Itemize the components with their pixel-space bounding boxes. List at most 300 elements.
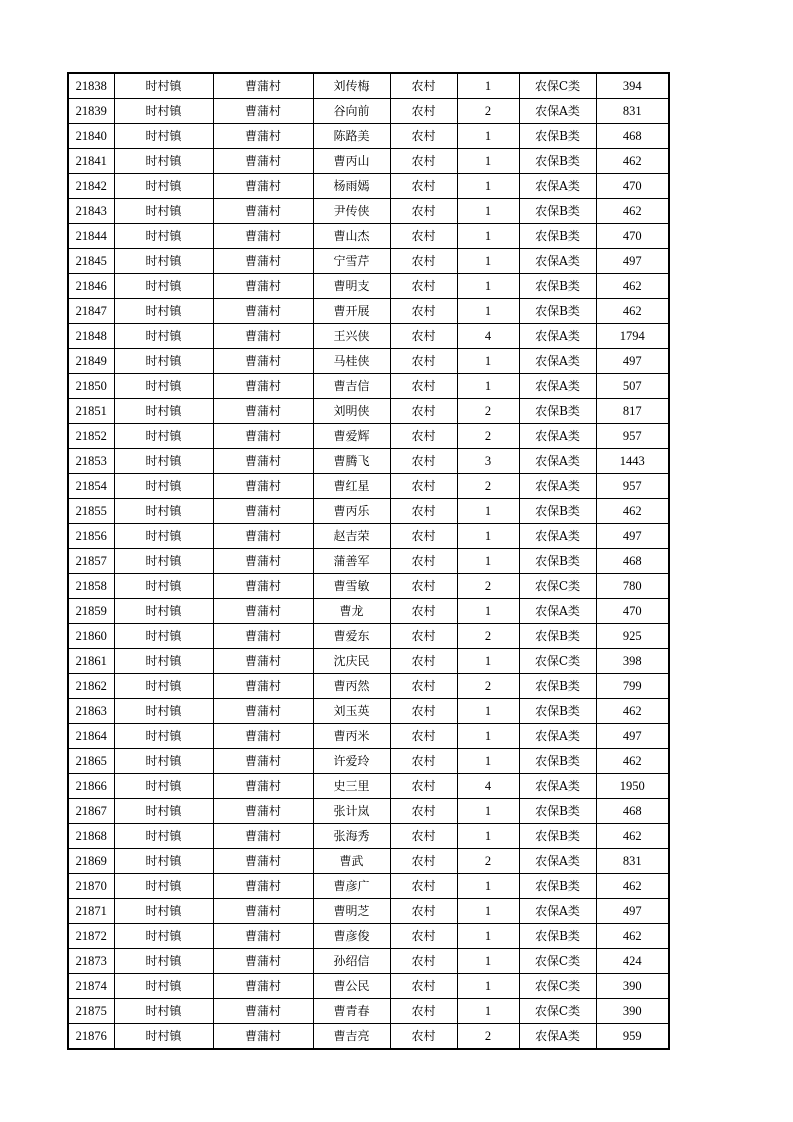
name-cell: 曹丙乐	[313, 499, 390, 524]
town-cell: 时村镇	[114, 549, 213, 574]
area-type-cell: 农村	[390, 149, 457, 174]
people-count-cell: 2	[457, 99, 519, 124]
table-row	[68, 824, 669, 849]
village-cell: 曹蒲村	[213, 849, 313, 874]
area-type-cell: 农村	[390, 299, 457, 324]
amount-cell: 462	[596, 924, 669, 949]
row-id-cell: 21851	[68, 399, 114, 424]
row-id-cell: 21865	[68, 749, 114, 774]
insurance-type-cell: 农保C类	[519, 974, 596, 999]
table-row	[68, 624, 669, 649]
town-cell: 时村镇	[114, 1024, 213, 1050]
town-cell: 时村镇	[114, 999, 213, 1024]
amount-cell: 470	[596, 599, 669, 624]
village-cell: 曹蒲村	[213, 424, 313, 449]
area-type-cell: 农村	[390, 374, 457, 399]
row-id-cell: 21849	[68, 349, 114, 374]
insurance-type-cell: 农保A类	[519, 774, 596, 799]
town-cell: 时村镇	[114, 649, 213, 674]
row-id-cell: 21840	[68, 124, 114, 149]
area-type-cell: 农村	[390, 424, 457, 449]
town-cell: 时村镇	[114, 99, 213, 124]
insurance-type-cell: 农保C类	[519, 73, 596, 99]
village-cell: 曹蒲村	[213, 949, 313, 974]
amount-cell: 390	[596, 999, 669, 1024]
amount-cell: 1950	[596, 774, 669, 799]
insurance-type-cell: 农保A类	[519, 374, 596, 399]
name-cell: 孙绍信	[313, 949, 390, 974]
name-cell: 许爱玲	[313, 749, 390, 774]
table-row	[68, 574, 669, 599]
village-cell: 曹蒲村	[213, 699, 313, 724]
name-cell: 曹腾飞	[313, 449, 390, 474]
area-type-cell: 农村	[390, 999, 457, 1024]
village-cell: 曹蒲村	[213, 674, 313, 699]
village-cell: 曹蒲村	[213, 599, 313, 624]
table-row	[68, 399, 669, 424]
town-cell: 时村镇	[114, 699, 213, 724]
insurance-type-cell: 农保B类	[519, 124, 596, 149]
table-row	[68, 424, 669, 449]
table-row	[68, 274, 669, 299]
row-id-cell: 21845	[68, 249, 114, 274]
name-cell: 曹雪敏	[313, 574, 390, 599]
name-cell: 沈庆民	[313, 649, 390, 674]
name-cell: 宁雪芹	[313, 249, 390, 274]
amount-cell: 957	[596, 424, 669, 449]
village-cell: 曹蒲村	[213, 749, 313, 774]
name-cell: 刘传梅	[313, 73, 390, 99]
people-count-cell: 1	[457, 124, 519, 149]
village-cell: 曹蒲村	[213, 824, 313, 849]
row-id-cell: 21847	[68, 299, 114, 324]
insurance-type-cell: 农保A类	[519, 99, 596, 124]
area-type-cell: 农村	[390, 524, 457, 549]
people-count-cell: 1	[457, 999, 519, 1024]
area-type-cell: 农村	[390, 974, 457, 999]
insurance-type-cell: 农保B类	[519, 499, 596, 524]
amount-cell: 470	[596, 174, 669, 199]
row-id-cell: 21848	[68, 324, 114, 349]
area-type-cell: 农村	[390, 824, 457, 849]
insurance-type-cell: 农保A类	[519, 349, 596, 374]
town-cell: 时村镇	[114, 449, 213, 474]
insurance-type-cell: 农保B类	[519, 624, 596, 649]
name-cell: 曹丙米	[313, 724, 390, 749]
table-row	[68, 549, 669, 574]
amount-cell: 1794	[596, 324, 669, 349]
name-cell: 刘明侠	[313, 399, 390, 424]
name-cell: 尹传侠	[313, 199, 390, 224]
area-type-cell: 农村	[390, 574, 457, 599]
area-type-cell: 农村	[390, 399, 457, 424]
table-row	[68, 249, 669, 274]
people-count-cell: 1	[457, 874, 519, 899]
insurance-type-cell: 农保B类	[519, 299, 596, 324]
people-count-cell: 4	[457, 324, 519, 349]
amount-cell: 497	[596, 724, 669, 749]
amount-cell: 497	[596, 249, 669, 274]
village-cell: 曹蒲村	[213, 474, 313, 499]
row-id-cell: 21866	[68, 774, 114, 799]
town-cell: 时村镇	[114, 674, 213, 699]
town-cell: 时村镇	[114, 124, 213, 149]
name-cell: 曹丙山	[313, 149, 390, 174]
area-type-cell: 农村	[390, 899, 457, 924]
row-id-cell: 21862	[68, 674, 114, 699]
amount-cell: 497	[596, 524, 669, 549]
people-count-cell: 1	[457, 899, 519, 924]
town-cell: 时村镇	[114, 524, 213, 549]
insurance-type-cell: 农保B类	[519, 199, 596, 224]
insurance-type-cell: 农保A类	[519, 1024, 596, 1050]
table-row	[68, 999, 669, 1024]
people-count-cell: 1	[457, 174, 519, 199]
insurance-type-cell: 农保B类	[519, 399, 596, 424]
table-row	[68, 899, 669, 924]
row-id-cell: 21868	[68, 824, 114, 849]
town-cell: 时村镇	[114, 249, 213, 274]
insurance-type-cell: 农保A类	[519, 424, 596, 449]
amount-cell: 957	[596, 474, 669, 499]
people-count-cell: 1	[457, 974, 519, 999]
insurance-type-cell: 农保B类	[519, 274, 596, 299]
row-id-cell: 21867	[68, 799, 114, 824]
village-cell: 曹蒲村	[213, 524, 313, 549]
row-id-cell: 21859	[68, 599, 114, 624]
name-cell: 刘玉英	[313, 699, 390, 724]
town-cell: 时村镇	[114, 224, 213, 249]
people-count-cell: 1	[457, 724, 519, 749]
row-id-cell: 21842	[68, 174, 114, 199]
insurance-type-cell: 农保C类	[519, 999, 596, 1024]
insurance-type-cell: 农保A类	[519, 449, 596, 474]
amount-cell: 507	[596, 374, 669, 399]
area-type-cell: 农村	[390, 624, 457, 649]
area-type-cell: 农村	[390, 449, 457, 474]
town-cell: 时村镇	[114, 874, 213, 899]
village-cell: 曹蒲村	[213, 774, 313, 799]
village-cell: 曹蒲村	[213, 899, 313, 924]
table-row	[68, 124, 669, 149]
insurance-type-cell: 农保C类	[519, 949, 596, 974]
people-count-cell: 1	[457, 824, 519, 849]
people-count-cell: 1	[457, 349, 519, 374]
town-cell: 时村镇	[114, 399, 213, 424]
village-cell: 曹蒲村	[213, 274, 313, 299]
area-type-cell: 农村	[390, 674, 457, 699]
row-id-cell: 21860	[68, 624, 114, 649]
table-row	[68, 199, 669, 224]
amount-cell: 462	[596, 299, 669, 324]
name-cell: 曹丙然	[313, 674, 390, 699]
village-cell: 曹蒲村	[213, 974, 313, 999]
town-cell: 时村镇	[114, 724, 213, 749]
area-type-cell: 农村	[390, 649, 457, 674]
area-type-cell: 农村	[390, 849, 457, 874]
row-id-cell: 21843	[68, 199, 114, 224]
area-type-cell: 农村	[390, 874, 457, 899]
people-count-cell: 4	[457, 774, 519, 799]
people-count-cell: 1	[457, 249, 519, 274]
people-count-cell: 2	[457, 399, 519, 424]
amount-cell: 462	[596, 874, 669, 899]
village-cell: 曹蒲村	[213, 449, 313, 474]
name-cell: 曹青春	[313, 999, 390, 1024]
table-row	[68, 699, 669, 724]
people-count-cell: 2	[457, 574, 519, 599]
village-cell: 曹蒲村	[213, 299, 313, 324]
insurance-type-cell: 农保A类	[519, 174, 596, 199]
people-count-cell: 1	[457, 224, 519, 249]
area-type-cell: 农村	[390, 73, 457, 99]
amount-cell: 390	[596, 974, 669, 999]
amount-cell: 424	[596, 949, 669, 974]
name-cell: 曹爱东	[313, 624, 390, 649]
people-count-cell: 1	[457, 73, 519, 99]
insurance-type-cell: 农保B类	[519, 874, 596, 899]
town-cell: 时村镇	[114, 174, 213, 199]
area-type-cell: 农村	[390, 224, 457, 249]
insurance-type-cell: 农保A类	[519, 724, 596, 749]
table-row	[68, 99, 669, 124]
table-row	[68, 149, 669, 174]
people-count-cell: 1	[457, 274, 519, 299]
insurance-type-cell: 农保A类	[519, 849, 596, 874]
village-cell: 曹蒲村	[213, 924, 313, 949]
town-cell: 时村镇	[114, 73, 213, 99]
amount-cell: 780	[596, 574, 669, 599]
row-id-cell: 21873	[68, 949, 114, 974]
village-cell: 曹蒲村	[213, 99, 313, 124]
amount-cell: 831	[596, 99, 669, 124]
area-type-cell: 农村	[390, 949, 457, 974]
village-cell: 曹蒲村	[213, 874, 313, 899]
amount-cell: 468	[596, 124, 669, 149]
village-cell: 曹蒲村	[213, 124, 313, 149]
row-id-cell: 21858	[68, 574, 114, 599]
row-id-cell: 21869	[68, 849, 114, 874]
area-type-cell: 农村	[390, 699, 457, 724]
amount-cell: 799	[596, 674, 669, 699]
town-cell: 时村镇	[114, 949, 213, 974]
town-cell: 时村镇	[114, 774, 213, 799]
name-cell: 谷向前	[313, 99, 390, 124]
table-row	[68, 224, 669, 249]
town-cell: 时村镇	[114, 424, 213, 449]
village-cell: 曹蒲村	[213, 73, 313, 99]
people-count-cell: 1	[457, 149, 519, 174]
table-row	[68, 599, 669, 624]
row-id-cell: 21872	[68, 924, 114, 949]
table-row	[68, 324, 669, 349]
insurance-type-cell: 农保C类	[519, 574, 596, 599]
name-cell: 曹爱辉	[313, 424, 390, 449]
insurance-type-cell: 农保A类	[519, 474, 596, 499]
town-cell: 时村镇	[114, 349, 213, 374]
people-count-cell: 1	[457, 299, 519, 324]
name-cell: 赵吉荣	[313, 524, 390, 549]
people-count-cell: 1	[457, 949, 519, 974]
table-row	[68, 974, 669, 999]
amount-cell: 462	[596, 149, 669, 174]
amount-cell: 462	[596, 749, 669, 774]
area-type-cell: 农村	[390, 774, 457, 799]
amount-cell: 470	[596, 224, 669, 249]
name-cell: 曹开展	[313, 299, 390, 324]
row-id-cell: 21839	[68, 99, 114, 124]
row-id-cell: 21857	[68, 549, 114, 574]
insurance-type-cell: 农保B类	[519, 749, 596, 774]
name-cell: 张计岚	[313, 799, 390, 824]
name-cell: 曹彦广	[313, 874, 390, 899]
insurance-type-cell: 农保B类	[519, 799, 596, 824]
row-id-cell: 21844	[68, 224, 114, 249]
table-row	[68, 749, 669, 774]
insurance-type-cell: 农保B类	[519, 149, 596, 174]
row-id-cell: 21861	[68, 649, 114, 674]
people-count-cell: 2	[457, 424, 519, 449]
amount-cell: 959	[596, 1024, 669, 1050]
area-type-cell: 农村	[390, 474, 457, 499]
town-cell: 时村镇	[114, 749, 213, 774]
row-id-cell: 21875	[68, 999, 114, 1024]
town-cell: 时村镇	[114, 299, 213, 324]
people-count-cell: 1	[457, 499, 519, 524]
town-cell: 时村镇	[114, 474, 213, 499]
area-type-cell: 农村	[390, 249, 457, 274]
town-cell: 时村镇	[114, 149, 213, 174]
table-body	[68, 73, 669, 1049]
insurance-type-cell: 农保A类	[519, 599, 596, 624]
area-type-cell: 农村	[390, 99, 457, 124]
name-cell: 曹明支	[313, 274, 390, 299]
amount-cell: 462	[596, 199, 669, 224]
town-cell: 时村镇	[114, 574, 213, 599]
table-row	[68, 874, 669, 899]
village-cell: 曹蒲村	[213, 999, 313, 1024]
town-cell: 时村镇	[114, 899, 213, 924]
row-id-cell: 21850	[68, 374, 114, 399]
people-count-cell: 1	[457, 749, 519, 774]
insurance-type-cell: 农保B类	[519, 824, 596, 849]
people-count-cell: 2	[457, 474, 519, 499]
insurance-type-cell: 农保B类	[519, 674, 596, 699]
name-cell: 曹彦俊	[313, 924, 390, 949]
name-cell: 曹明芝	[313, 899, 390, 924]
table-row	[68, 374, 669, 399]
village-cell: 曹蒲村	[213, 174, 313, 199]
village-cell: 曹蒲村	[213, 249, 313, 274]
row-id-cell: 21855	[68, 499, 114, 524]
table-row	[68, 949, 669, 974]
amount-cell: 462	[596, 499, 669, 524]
area-type-cell: 农村	[390, 274, 457, 299]
town-cell: 时村镇	[114, 924, 213, 949]
town-cell: 时村镇	[114, 274, 213, 299]
table-row	[68, 299, 669, 324]
village-cell: 曹蒲村	[213, 374, 313, 399]
row-id-cell: 21853	[68, 449, 114, 474]
insurance-type-cell: 农保C类	[519, 649, 596, 674]
table-row	[68, 674, 669, 699]
area-type-cell: 农村	[390, 924, 457, 949]
village-cell: 曹蒲村	[213, 799, 313, 824]
row-id-cell: 21874	[68, 974, 114, 999]
people-count-cell: 1	[457, 524, 519, 549]
amount-cell: 462	[596, 699, 669, 724]
insurance-type-cell: 农保A类	[519, 324, 596, 349]
village-cell: 曹蒲村	[213, 499, 313, 524]
table-row	[68, 349, 669, 374]
village-cell: 曹蒲村	[213, 724, 313, 749]
town-cell: 时村镇	[114, 974, 213, 999]
amount-cell: 497	[596, 899, 669, 924]
area-type-cell: 农村	[390, 199, 457, 224]
amount-cell: 468	[596, 799, 669, 824]
area-type-cell: 农村	[390, 124, 457, 149]
area-type-cell: 农村	[390, 499, 457, 524]
village-cell: 曹蒲村	[213, 149, 313, 174]
people-count-cell: 1	[457, 599, 519, 624]
village-cell: 曹蒲村	[213, 199, 313, 224]
insurance-type-cell: 农保A类	[519, 249, 596, 274]
table-row	[68, 449, 669, 474]
table-row	[68, 1024, 669, 1050]
table-row	[68, 174, 669, 199]
insurance-type-cell: 农保A类	[519, 524, 596, 549]
village-cell: 曹蒲村	[213, 399, 313, 424]
amount-cell: 497	[596, 349, 669, 374]
row-id-cell: 21863	[68, 699, 114, 724]
table-row	[68, 799, 669, 824]
village-cell: 曹蒲村	[213, 324, 313, 349]
village-cell: 曹蒲村	[213, 649, 313, 674]
row-id-cell: 21846	[68, 274, 114, 299]
people-count-cell: 2	[457, 674, 519, 699]
people-count-cell: 2	[457, 1024, 519, 1050]
table-row	[68, 499, 669, 524]
name-cell: 曹公民	[313, 974, 390, 999]
town-cell: 时村镇	[114, 849, 213, 874]
amount-cell: 462	[596, 824, 669, 849]
people-count-cell: 1	[457, 649, 519, 674]
table-row	[68, 849, 669, 874]
village-cell: 曹蒲村	[213, 1024, 313, 1050]
name-cell: 马桂侠	[313, 349, 390, 374]
name-cell: 曹武	[313, 849, 390, 874]
row-id-cell: 21852	[68, 424, 114, 449]
people-count-cell: 3	[457, 449, 519, 474]
amount-cell: 1443	[596, 449, 669, 474]
row-id-cell: 21841	[68, 149, 114, 174]
name-cell: 曹山杰	[313, 224, 390, 249]
village-cell: 曹蒲村	[213, 224, 313, 249]
town-cell: 时村镇	[114, 324, 213, 349]
row-id-cell: 21854	[68, 474, 114, 499]
insurance-type-cell: 农保A类	[519, 899, 596, 924]
amount-cell: 925	[596, 624, 669, 649]
row-id-cell: 21864	[68, 724, 114, 749]
people-count-cell: 1	[457, 549, 519, 574]
name-cell: 陈路美	[313, 124, 390, 149]
insurance-type-cell: 农保B类	[519, 224, 596, 249]
area-type-cell: 农村	[390, 749, 457, 774]
village-cell: 曹蒲村	[213, 574, 313, 599]
town-cell: 时村镇	[114, 799, 213, 824]
name-cell: 曹吉信	[313, 374, 390, 399]
amount-cell: 817	[596, 399, 669, 424]
